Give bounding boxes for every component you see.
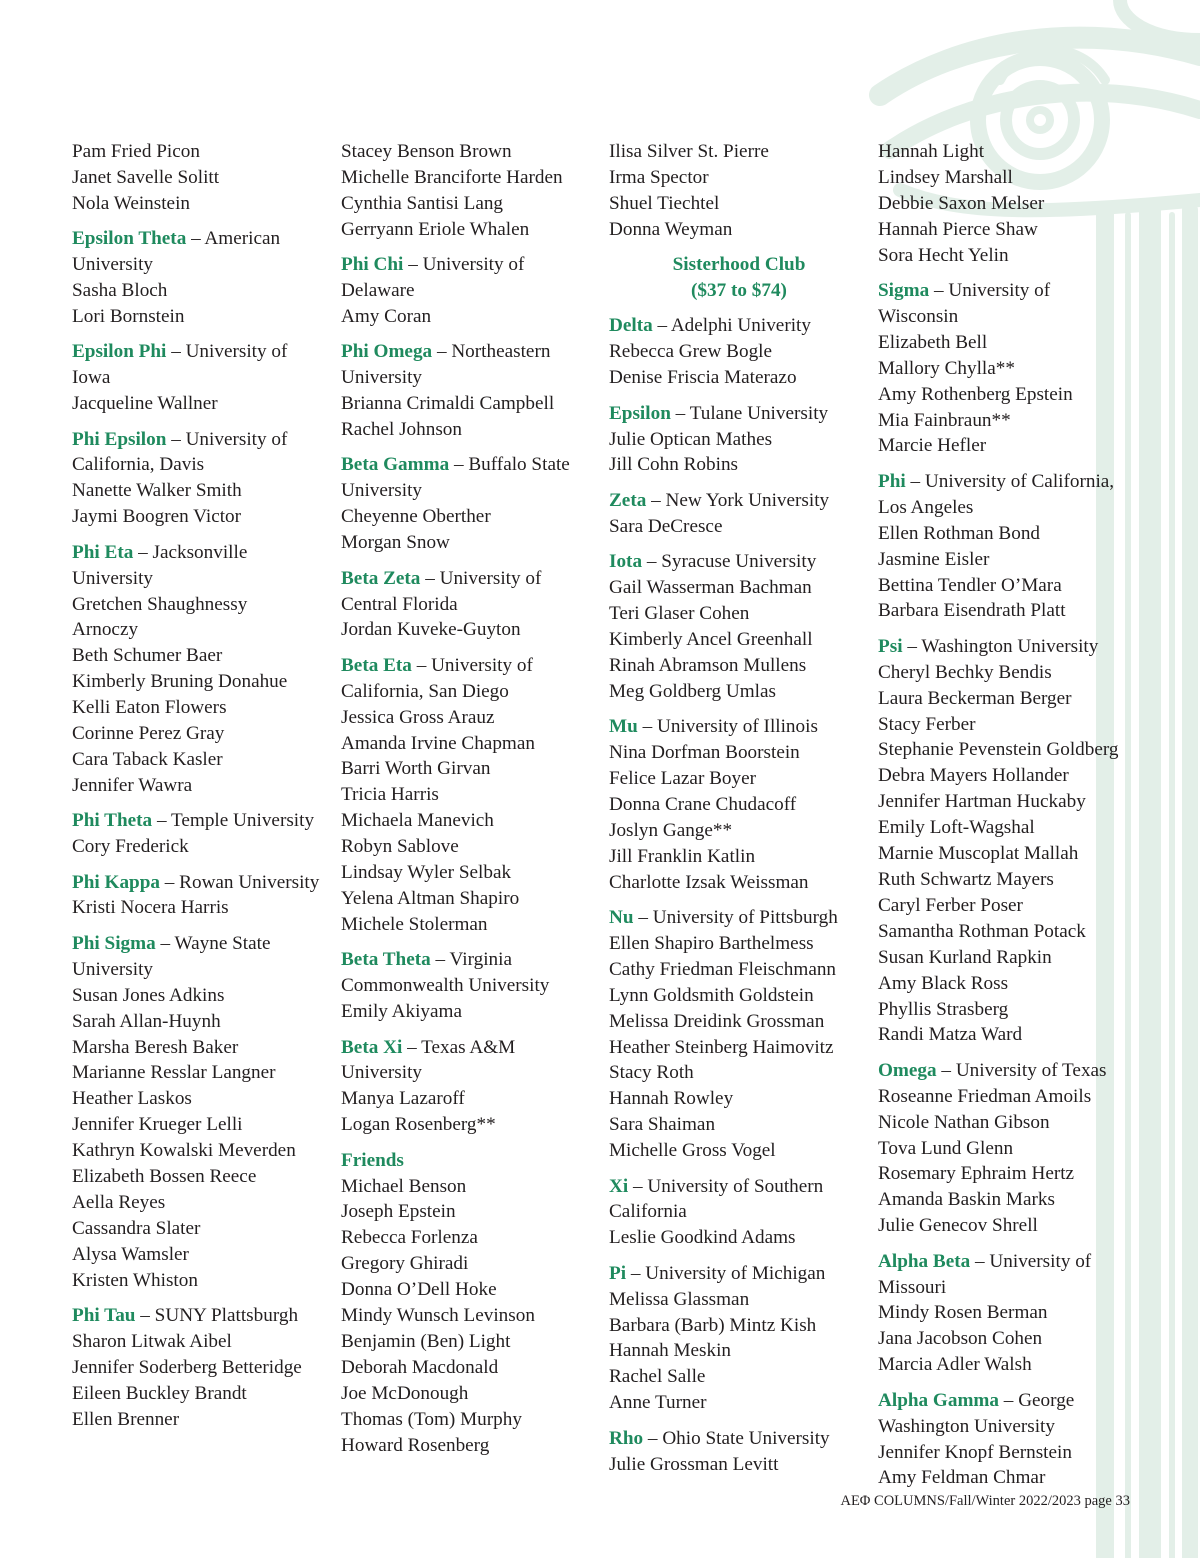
donor-name: Rebecca Forlenza [341, 1227, 478, 1249]
donor-name: Amanda Baskin Marks [878, 1189, 1055, 1211]
chapter-name: Psi [878, 635, 903, 657]
donor-name: Nola Weinstein [72, 192, 191, 214]
chapter-heading [341, 1035, 601, 1087]
school-name: – Wayne State [160, 932, 271, 954]
school-name-continued: Commonwealth University [341, 975, 550, 997]
school-name: – University of Southern [632, 1175, 824, 1197]
donor-name: Elizabeth Bell [878, 331, 988, 353]
donor-name: Ellen Rothman Bond [878, 522, 1041, 544]
donor-name: Michele Stolerman [341, 913, 488, 935]
donor-name: Heather Laskos [72, 1088, 192, 1110]
donor-name: Amy Feldman Chmar [878, 1467, 1046, 1489]
chapter-group [72, 339, 332, 417]
donor-name: Marsha Beresh Baker [72, 1036, 239, 1058]
chapter-group [878, 469, 1140, 624]
donor-name: Emily Akiyama [341, 1001, 462, 1023]
chapter-group [341, 947, 601, 1025]
donor-name: Marianne Resslar Langner [72, 1062, 276, 1084]
donor-name: Sora Hecht Yelin [878, 244, 1009, 266]
school-name: – University of [171, 341, 288, 363]
column-3 [609, 139, 869, 1487]
chapter-group [72, 931, 332, 1294]
donor-name: Joslyn Gange** [609, 819, 733, 841]
donor-name: Jill Cohn Robins [609, 454, 739, 476]
chapter-group [609, 488, 869, 540]
chapter-heading [609, 1426, 869, 1452]
donor-name: Pam Fried Picon [72, 141, 200, 162]
chapter-heading [341, 1148, 601, 1174]
school-name-continued: University [341, 480, 423, 502]
donor-name: Stacy Roth [609, 1062, 694, 1084]
donor-name: Caryl Ferber Poser [878, 894, 1023, 916]
chapter-heading [72, 339, 332, 391]
donor-name: Kimberly Ancel Greenhall [609, 628, 813, 650]
school-name-continued: University [341, 1062, 423, 1084]
school-name-continued: California, Davis [72, 454, 205, 476]
chapter-name: Zeta [609, 489, 647, 511]
donor-name: Ellen Brenner [72, 1408, 180, 1430]
chapter-heading [72, 1303, 332, 1329]
donor-name: Donna Weyman [609, 218, 733, 240]
donor-name: Jennifer Krueger Lelli [72, 1114, 243, 1136]
donor-name: Amy Black Ross [878, 972, 1009, 994]
chapter-heading [609, 488, 869, 514]
donor-name: Nicole Nathan Gibson [878, 1111, 1050, 1133]
donor-name: Amanda Irvine Chapman [341, 732, 535, 754]
chapter-heading [341, 566, 601, 618]
donor-name: Cynthia Santisi Lang [341, 192, 504, 214]
chapter-name: Xi [609, 1175, 629, 1197]
donor-name: Mallory Chylla** [878, 357, 1015, 379]
donor-name: Jennifer Knopf Bernstein [878, 1441, 1072, 1463]
donor-name: Hannah Light [878, 141, 985, 162]
donor-name: Barbara (Barb) Mintz Kish [609, 1314, 817, 1336]
chapter-heading [341, 252, 601, 304]
donor-name: Denise Friscia Materazo [609, 367, 797, 389]
chapter-group [609, 714, 869, 895]
chapter-group [878, 634, 1140, 1049]
chapter-group [609, 1261, 869, 1416]
chapter-heading [72, 808, 332, 834]
chapter-group [72, 427, 332, 531]
chapter-name: Phi Kappa [72, 871, 160, 893]
donor-name: Randi Matza Ward [878, 1024, 1023, 1046]
chapter-name: Nu [609, 906, 634, 928]
page-footer: ΑΕΦ COLUMNS/Fall/Winter 2022/2023 page 33 [840, 1493, 1130, 1509]
chapter-name: Epsilon Phi [72, 341, 167, 363]
chapter-heading [878, 1388, 1140, 1440]
school-name: – New York University [651, 489, 830, 511]
chapter-heading [878, 634, 1140, 660]
donor-name: Marcie Hefler [878, 435, 987, 457]
donor-name: Julie Genecov Shrell [878, 1215, 1038, 1237]
chapter-heading [72, 870, 332, 896]
school-name: – University of Pittsburgh [638, 906, 838, 928]
donor-name: Melissa Glassman [609, 1288, 750, 1310]
donor-name: Rebecca Grew Bogle [609, 341, 773, 363]
school-name: – University of [425, 567, 542, 589]
donor-name: Kristen Whiston [72, 1269, 198, 1291]
donor-name: Jennifer Hartman Huckaby [878, 791, 1086, 813]
chapter-group [609, 905, 869, 1164]
donor-name: Cheryl Bechky Bendis [878, 661, 1052, 683]
chapter-name: Mu [609, 716, 638, 738]
chapter-name: Iota [609, 551, 643, 573]
chapter-heading [878, 1249, 1140, 1301]
donor-name: Gregory Ghiradi [341, 1253, 469, 1275]
donor-name: Kristi Nocera Harris [72, 897, 229, 919]
donor-name: Donna O’Dell Hoke [341, 1279, 497, 1301]
donor-name: Teri Glaser Cohen [609, 603, 750, 624]
donor-name: Susan Kurland Rapkin [878, 946, 1052, 968]
chapter-name: Epsilon Theta [72, 228, 187, 250]
donor-name: Jordan Kuveke-Guyton [341, 619, 521, 641]
school-name-continued: Wisconsin [878, 305, 959, 327]
donor-name: Jasmine Eisler [878, 548, 990, 570]
donor-name: Beth Schumer Baer [72, 645, 223, 667]
school-name-continued: Iowa [72, 367, 111, 389]
donor-name: Gail Wasserman Bachman [609, 577, 812, 599]
chapter-name: Phi Tau [72, 1305, 136, 1327]
chapter-group [341, 252, 601, 330]
donor-name: Kimberly Bruning Donahue [72, 671, 288, 693]
donor-name: Lindsey Marshall [878, 166, 1013, 188]
donor-name: Alysa Wamsler [72, 1243, 189, 1265]
donor-name: Rinah Abramson Mullens [609, 654, 807, 676]
donor-name: Cathy Friedman Fleischmann [609, 958, 837, 980]
donor-name: Sarah Allan-Huynh [72, 1010, 221, 1032]
donor-name: Mindy Wunsch Levinson [341, 1305, 535, 1327]
chapter-group [72, 540, 332, 799]
chapter-heading [72, 931, 332, 983]
chapter-group [878, 278, 1140, 459]
chapter-group [341, 139, 601, 243]
donor-name: Benjamin (Ben) Light [341, 1330, 511, 1352]
donor-name: Samantha Rothman Potack [878, 920, 1086, 942]
donor-name: Stacey Benson Brown [341, 141, 512, 162]
donor-name: Tricia Harris [341, 784, 439, 806]
donor-name: Donna Crane Chudacoff [609, 793, 797, 815]
chapter-name: Friends [341, 1149, 404, 1171]
donor-name: Jessica Gross Arauz [341, 706, 495, 728]
school-name-continued: California [609, 1201, 687, 1223]
chapter-name: Phi Theta [72, 810, 153, 832]
donor-name: Sara Shaiman [609, 1114, 716, 1136]
school-name: – University of Illinois [642, 716, 818, 738]
donor-name: Meg Goldberg Umlas [609, 680, 776, 702]
donor-name: Lindsay Wyler Selbak [341, 862, 512, 884]
column-1 [72, 139, 332, 1442]
donor-name: Jennifer Soderberg Betteridge [72, 1356, 302, 1378]
chapter-group [878, 1058, 1140, 1239]
donor-name: Aella Reyes [72, 1191, 166, 1213]
school-name: – Syracuse University [646, 551, 817, 573]
chapter-heading [72, 540, 332, 592]
donor-name: Sharon Litwak Aibel [72, 1330, 232, 1352]
chapter-name: Phi Eta [72, 541, 134, 563]
chapter-heading [609, 401, 869, 427]
school-name: – Washington University [907, 635, 1099, 657]
donor-name: Barri Worth Girvan [341, 758, 491, 780]
donor-name: Deborah Macdonald [341, 1356, 499, 1378]
donor-name: Charlotte Izsak Weissman [609, 871, 809, 893]
chapter-name: Beta Gamma [341, 454, 450, 476]
donor-name: Janet Savelle Solitt [72, 166, 220, 188]
chapter-group [341, 1148, 601, 1459]
school-name-continued: University [341, 367, 423, 389]
donor-name: Michelle Gross Vogel [609, 1140, 776, 1162]
donor-name: Jana Jacobson Cohen [878, 1328, 1043, 1350]
chapter-group [878, 1388, 1140, 1492]
chapter-name: Beta Eta [341, 654, 412, 676]
chapter-group [341, 653, 601, 938]
school-name: – University of [975, 1250, 1092, 1272]
donor-name: Nanette Walker Smith [72, 480, 242, 502]
school-name-continued: Los Angeles [878, 496, 974, 518]
donor-name: Jill Franklin Katlin [609, 845, 756, 867]
school-name: – George [1003, 1389, 1075, 1411]
donor-name: Amy Rothenberg Epstein [878, 383, 1073, 405]
school-name: – Ohio State University [647, 1427, 830, 1449]
donor-name: Jennifer Wawra [72, 774, 193, 796]
donor-name: Thomas (Tom) Murphy [341, 1408, 522, 1430]
donor-name: Rachel Johnson [341, 419, 462, 441]
chapter-name: Omega [878, 1059, 937, 1081]
donor-name: Cassandra Slater [72, 1217, 201, 1239]
donor-name: Ruth Schwartz Mayers [878, 868, 1054, 890]
donor-name: Marcia Adler Walsh [878, 1354, 1032, 1376]
chapter-name: Phi Omega [341, 341, 433, 363]
chapter-name: Sigma [878, 280, 930, 302]
chapter-heading [72, 226, 332, 278]
school-name: – University of [171, 428, 288, 450]
donor-name: Barbara Eisendrath Platt [878, 600, 1066, 622]
school-name: – Temple University [156, 810, 315, 832]
donor-name: Susan Jones Adkins [72, 984, 225, 1006]
chapter-group [609, 1174, 869, 1252]
donor-name: Cheyenne Oberther [341, 506, 491, 528]
donor-name: Kelli Eaton Flowers [72, 697, 227, 719]
donor-name: Felice Lazar Boyer [609, 767, 757, 789]
donor-name: Robyn Sablove [341, 836, 459, 858]
donor-name: Gerryann Eriole Whalen [341, 218, 530, 240]
donor-name: Marnie Muscoplat Mallah [878, 843, 1079, 865]
donor-name: Leslie Goodkind Adams [609, 1227, 796, 1249]
donor-name: Cory Frederick [72, 836, 189, 858]
donor-name: Elizabeth Bossen Reece [72, 1166, 257, 1188]
donor-name: Joseph Epstein [341, 1201, 456, 1223]
chapter-group [609, 1426, 869, 1478]
donor-name: Lori Bornstein [72, 305, 185, 327]
chapter-group [609, 401, 869, 479]
donor-name: Cara Taback Kasler [72, 748, 223, 770]
donor-name: Ellen Shapiro Barthelmess [609, 932, 814, 954]
donor-name: Sara DeCresce [609, 515, 723, 537]
school-name: – Tulane University [675, 402, 829, 424]
chapter-name: Beta Xi [341, 1036, 403, 1058]
chapter-name: Beta Theta [341, 949, 431, 971]
chapter-name: Delta [609, 315, 653, 337]
donor-name: Lynn Goldsmith Goldstein [609, 984, 814, 1006]
donor-name: Amy Coran [341, 305, 432, 327]
chapter-group [72, 870, 332, 922]
donor-name: Corinne Perez Gray [72, 723, 225, 745]
donor-name: Heather Steinberg Haimovitz [609, 1036, 834, 1058]
school-name-continued: University [72, 254, 154, 276]
donor-name: Debra Mayers Hollander [878, 765, 1069, 787]
chapter-name: Alpha Gamma [878, 1389, 999, 1411]
chapter-group [341, 1035, 601, 1139]
donor-name: Bettina Tendler O’Mara [878, 574, 1062, 596]
school-name: – Rowan University [164, 871, 320, 893]
chapter-heading [341, 947, 601, 999]
school-name: – University of [933, 280, 1051, 302]
school-name: – University of Michigan [630, 1262, 826, 1284]
chapter-group [72, 139, 332, 217]
chapter-group [878, 1249, 1140, 1379]
donor-name: Anne Turner [609, 1392, 707, 1414]
chapter-heading [609, 1174, 869, 1226]
chapter-heading [341, 339, 601, 391]
donor-name: Mia Fainbraun** [878, 409, 1011, 431]
chapter-group [72, 808, 332, 860]
donor-name: Shuel Tiechtel [609, 192, 720, 214]
school-name: – SUNY Plattsburgh [140, 1305, 299, 1327]
school-name: – Buffalo State [453, 454, 570, 476]
donor-name: Mindy Rosen Berman [878, 1302, 1048, 1324]
chapter-heading [609, 714, 869, 740]
donor-name: Gretchen Shaughnessy [72, 593, 248, 615]
donor-name: Michael Benson [341, 1175, 467, 1197]
chapter-name: Beta Zeta [341, 567, 421, 589]
chapter-group [72, 226, 332, 330]
chapter-name: Phi Epsilon [72, 428, 167, 450]
donor-name: Emily Loft-Wagshal [878, 817, 1035, 839]
column-4 [878, 139, 1140, 1501]
school-name: – Virginia [435, 949, 513, 971]
donor-name: Hannah Rowley [609, 1088, 734, 1110]
donor-name: Rosemary Ephraim Hertz [878, 1163, 1075, 1185]
chapter-name: Alpha Beta [878, 1250, 971, 1272]
donor-name: Jacqueline Wallner [72, 393, 218, 415]
school-name-continued: University [72, 958, 154, 980]
school-name-continued: University [72, 567, 154, 589]
chapter-name: Phi [878, 470, 906, 492]
chapter-heading [341, 452, 601, 504]
donor-name: Ilisa Silver St. Pierre [609, 141, 769, 162]
school-name: – Texas A&M [407, 1036, 516, 1058]
chapter-group [878, 139, 1140, 269]
chapter-heading [878, 469, 1140, 521]
donor-name: Stacy Ferber [878, 713, 976, 735]
school-name-continued: Central Florida [341, 593, 458, 615]
school-name: – Northeastern [436, 341, 551, 363]
section-heading-line: Sisterhood Club [672, 254, 806, 276]
chapter-group [609, 313, 869, 391]
donor-name: Howard Rosenberg [341, 1434, 490, 1456]
donor-name: Debbie Saxon Melser [878, 192, 1045, 214]
donor-name: Roseanne Friedman Amoils [878, 1085, 1092, 1107]
chapter-group [609, 139, 869, 243]
donor-name: Hannah Pierce Shaw [878, 218, 1038, 240]
chapter-heading [878, 278, 1140, 330]
chapter-heading [609, 905, 869, 931]
donor-name: Stephanie Pevenstein Goldberg [878, 739, 1119, 761]
donor-name: Kathryn Kowalski Meverden [72, 1140, 296, 1162]
chapter-group [609, 549, 869, 704]
donor-name: Jaymi Boogren Victor [72, 506, 242, 528]
chapter-name: Epsilon [609, 402, 671, 424]
donor-name: Eileen Buckley Brandt [72, 1382, 247, 1404]
chapter-heading [609, 313, 869, 339]
donor-name: Laura Beckerman Berger [878, 687, 1072, 709]
chapter-group [72, 1303, 332, 1433]
school-name-continued: California, San Diego [341, 680, 509, 702]
donor-name: Julie Optican Mathes [609, 428, 773, 450]
school-name: – University of Texas [941, 1059, 1107, 1081]
donor-name: Michelle Branciforte Harden [341, 166, 563, 188]
donor-name: Melissa Dreidink Grossman [609, 1010, 825, 1032]
donor-name: Arnoczy [72, 619, 139, 641]
donor-name: Morgan Snow [341, 532, 450, 554]
chapter-group [341, 452, 601, 556]
school-name-continued: Delaware [341, 280, 415, 302]
donor-name: Tova Lund Glenn [878, 1137, 1014, 1159]
donor-name: Hannah Meskin [609, 1340, 732, 1362]
donor-name: Julie Grossman Levitt [609, 1453, 779, 1475]
school-name: – University of California, [910, 470, 1115, 492]
chapter-name: Rho [609, 1427, 644, 1449]
school-name-continued: Washington University [878, 1415, 1055, 1437]
donor-name: Manya Lazaroff [341, 1088, 465, 1110]
donor-name: Rachel Salle [609, 1366, 706, 1388]
donor-name: Irma Spector [609, 166, 709, 188]
chapter-name: Pi [609, 1262, 627, 1284]
chapter-name: Phi Sigma [72, 932, 156, 954]
chapter-heading [341, 653, 601, 705]
donor-name: Phyllis Strasberg [878, 998, 1009, 1020]
school-name-continued: Missouri [878, 1276, 947, 1298]
chapter-name: Phi Chi [341, 254, 404, 276]
column-2 [341, 139, 601, 1468]
chapter-heading [878, 1058, 1140, 1084]
donor-name: Yelena Altman Shapiro [341, 887, 520, 909]
donor-name: Joe McDonough [341, 1382, 469, 1404]
school-name: – Jacksonville [138, 541, 248, 563]
school-name: – Adelphi Univerity [657, 315, 811, 337]
donor-name: Nina Dorfman Boorstein [609, 742, 800, 764]
chapter-heading [609, 549, 869, 575]
school-name: – University of [408, 254, 525, 276]
school-name: – University of [416, 654, 533, 676]
chapter-heading [72, 427, 332, 479]
section-heading-line: ($37 to $74) [691, 280, 787, 302]
donor-name: Logan Rosenberg** [341, 1114, 496, 1136]
school-name: – American [191, 228, 281, 250]
chapter-heading [609, 1261, 869, 1287]
donor-name: Brianna Crimaldi Campbell [341, 393, 555, 415]
chapter-group [341, 566, 601, 644]
donor-name: Sasha Bloch [72, 280, 168, 302]
chapter-group [341, 339, 601, 443]
section-heading [609, 252, 869, 304]
donor-name: Michaela Manevich [341, 810, 494, 832]
